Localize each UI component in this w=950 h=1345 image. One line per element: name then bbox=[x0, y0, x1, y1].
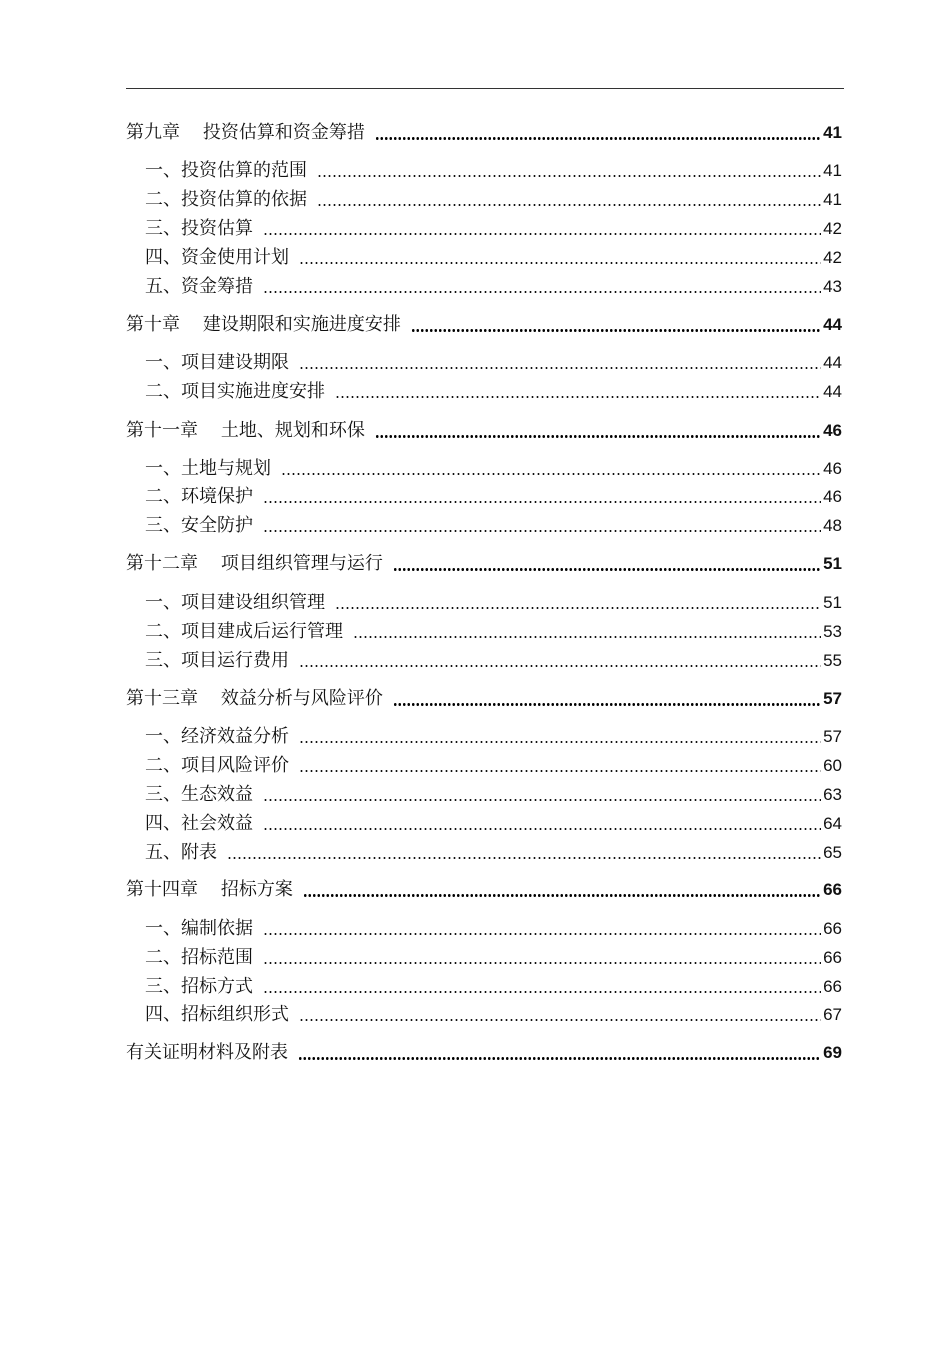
toc-page-number: 60 bbox=[823, 756, 842, 775]
toc-page-number: 66 bbox=[823, 948, 842, 967]
toc-section[interactable] bbox=[145, 813, 842, 835]
toc-section[interactable] bbox=[145, 784, 842, 806]
toc-title: 有关证明材料及附表 bbox=[126, 1042, 288, 1063]
dot-leader bbox=[298, 1057, 821, 1060]
toc-section[interactable] bbox=[145, 381, 842, 403]
toc-section[interactable] bbox=[145, 726, 842, 748]
dot-leader bbox=[335, 396, 821, 398]
dot-leader bbox=[227, 857, 821, 859]
dot-leader bbox=[299, 741, 821, 743]
toc-title: 二、投资估算的依据 bbox=[145, 189, 307, 210]
toc-section[interactable] bbox=[145, 247, 842, 269]
dot-leader bbox=[375, 435, 821, 438]
toc-appendix[interactable] bbox=[126, 1042, 842, 1064]
toc-page-number: 46 bbox=[823, 459, 842, 478]
toc-title: 第九章 投资估算和资金筹措 bbox=[126, 122, 365, 143]
dot-leader bbox=[393, 703, 821, 706]
toc-title: 三、安全防护 bbox=[145, 515, 253, 536]
toc-title: 一、土地与规划 bbox=[145, 458, 271, 479]
dot-leader bbox=[335, 607, 821, 609]
toc-page-number: 41 bbox=[823, 161, 842, 180]
toc-section[interactable] bbox=[145, 842, 842, 864]
toc-page-number: 42 bbox=[823, 248, 842, 267]
dot-leader bbox=[281, 473, 821, 475]
toc-page-number: 51 bbox=[823, 593, 842, 612]
toc-section[interactable] bbox=[145, 486, 842, 508]
toc-page-number: 44 bbox=[823, 353, 842, 372]
toc-page-number: 65 bbox=[823, 843, 842, 862]
toc-page-number: 66 bbox=[823, 977, 842, 996]
dot-leader bbox=[317, 175, 821, 177]
dot-leader bbox=[317, 204, 821, 206]
toc-section[interactable] bbox=[145, 458, 842, 480]
toc-section[interactable] bbox=[145, 976, 842, 998]
toc-title: 第十章 建设期限和实施进度安排 bbox=[126, 314, 401, 335]
toc-title: 二、项目实施进度安排 bbox=[145, 381, 325, 402]
dot-leader bbox=[263, 233, 821, 235]
toc-page-number: 46 bbox=[823, 487, 842, 506]
dot-leader bbox=[299, 1019, 821, 1021]
dot-leader bbox=[411, 329, 821, 332]
toc-title: 四、招标组织形式 bbox=[145, 1004, 289, 1025]
toc-chapter-11[interactable] bbox=[126, 420, 842, 442]
toc-title: 一、项目建设期限 bbox=[145, 352, 289, 373]
toc-section[interactable] bbox=[145, 592, 842, 614]
toc-section[interactable] bbox=[145, 755, 842, 777]
toc-chapter-10[interactable] bbox=[126, 314, 842, 336]
dot-leader bbox=[263, 291, 821, 293]
toc-title: 三、生态效益 bbox=[145, 784, 253, 805]
toc-title: 第十三章 效益分析与风险评价 bbox=[126, 688, 383, 709]
toc-page-number: 57 bbox=[823, 689, 842, 708]
toc-section[interactable] bbox=[145, 1004, 842, 1026]
toc-page-number: 55 bbox=[823, 651, 842, 670]
toc-title: 三、投资估算 bbox=[145, 218, 253, 239]
toc-title: 二、项目风险评价 bbox=[145, 755, 289, 776]
toc-title: 二、环境保护 bbox=[145, 486, 253, 507]
toc-section[interactable] bbox=[145, 918, 842, 940]
toc-title: 第十四章 招标方案 bbox=[126, 879, 293, 900]
dot-leader bbox=[375, 137, 821, 140]
toc-title: 三、招标方式 bbox=[145, 976, 253, 997]
toc-title: 四、资金使用计划 bbox=[145, 247, 289, 268]
toc-title: 第十二章 项目组织管理与运行 bbox=[126, 553, 383, 574]
toc-page-number: 44 bbox=[823, 315, 842, 334]
dot-leader bbox=[299, 665, 821, 667]
toc-title: 二、项目建成后运行管理 bbox=[145, 621, 343, 642]
dot-leader bbox=[393, 568, 821, 571]
toc-page-number: 69 bbox=[823, 1043, 842, 1062]
toc-chapter-14[interactable] bbox=[126, 879, 842, 901]
toc-title: 第十一章 土地、规划和环保 bbox=[126, 420, 365, 441]
dot-leader bbox=[299, 367, 821, 369]
toc-chapter-13[interactable] bbox=[126, 688, 842, 710]
toc-page-number: 41 bbox=[823, 123, 842, 142]
dot-leader bbox=[263, 991, 821, 993]
toc-title: 四、社会效益 bbox=[145, 813, 253, 834]
toc-title: 三、项目运行费用 bbox=[145, 650, 289, 671]
toc-section[interactable] bbox=[145, 352, 842, 374]
toc-page-number: 46 bbox=[823, 421, 842, 440]
dot-leader bbox=[263, 799, 821, 801]
dot-leader bbox=[299, 262, 821, 264]
toc-page-number: 53 bbox=[823, 622, 842, 641]
dot-leader bbox=[263, 962, 821, 964]
toc-section[interactable] bbox=[145, 650, 842, 672]
toc-section[interactable] bbox=[145, 515, 842, 537]
toc-section[interactable] bbox=[145, 621, 842, 643]
toc-page-number: 57 bbox=[823, 727, 842, 746]
toc-section[interactable] bbox=[145, 276, 842, 298]
toc-page-number: 44 bbox=[823, 382, 842, 401]
toc-page-number: 63 bbox=[823, 785, 842, 804]
dot-leader bbox=[263, 530, 821, 532]
toc-section[interactable] bbox=[145, 189, 842, 211]
toc-chapter-12[interactable] bbox=[126, 553, 842, 575]
toc-title: 一、经济效益分析 bbox=[145, 726, 289, 747]
toc-section[interactable] bbox=[145, 160, 842, 182]
toc-title: 一、项目建设组织管理 bbox=[145, 592, 325, 613]
toc-page-number: 64 bbox=[823, 814, 842, 833]
toc-section[interactable] bbox=[145, 947, 842, 969]
toc-title: 一、投资估算的范围 bbox=[145, 160, 307, 181]
toc-page-number: 66 bbox=[823, 880, 842, 899]
dot-leader bbox=[263, 828, 821, 830]
toc-title: 二、招标范围 bbox=[145, 947, 253, 968]
toc-page-number: 67 bbox=[823, 1005, 842, 1024]
dot-leader bbox=[263, 933, 821, 935]
dot-leader bbox=[303, 894, 821, 897]
toc-page-number: 41 bbox=[823, 190, 842, 209]
toc-page-number: 48 bbox=[823, 516, 842, 535]
toc-chapter-9[interactable] bbox=[126, 122, 842, 144]
dot-leader bbox=[263, 501, 821, 503]
toc-page-number: 42 bbox=[823, 219, 842, 238]
toc-section[interactable] bbox=[145, 218, 842, 240]
toc-page-number: 66 bbox=[823, 919, 842, 938]
toc-page-number: 51 bbox=[823, 554, 842, 573]
dot-leader bbox=[353, 636, 821, 638]
toc-page-number: 43 bbox=[823, 277, 842, 296]
toc-title: 一、编制依据 bbox=[145, 918, 253, 939]
toc-title: 五、资金筹措 bbox=[145, 276, 253, 297]
toc-title: 五、附表 bbox=[145, 842, 217, 863]
dot-leader bbox=[299, 770, 821, 772]
